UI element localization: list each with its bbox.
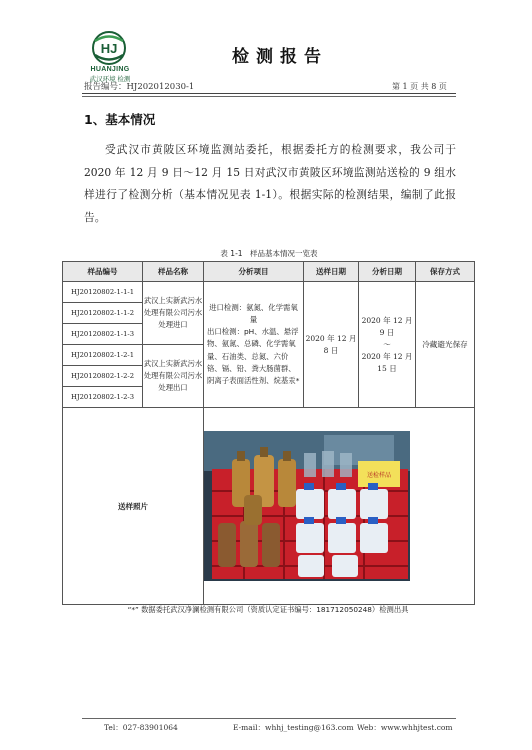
document-title: 检测报告 xyxy=(232,47,328,67)
sample-code-cell: HJ20120802-1-2-2 xyxy=(63,366,143,387)
logo-brand-text: HUANJING xyxy=(90,66,130,73)
analysis-inlet-text: 进口检测：氨氮、化学需氧量 xyxy=(209,302,298,324)
footnote: “*” 数据委托武汉净澜检测有限公司（资质认定证书编号：181712050248）检测出具 xyxy=(127,605,409,614)
page-indicator: 第 1 页 共 8 页 xyxy=(392,82,447,91)
sample-name-inlet: 武汉上实新武污水处理有限公司污水处理进口 xyxy=(143,282,204,345)
header-divider-thin xyxy=(82,96,456,97)
table-row xyxy=(63,282,475,303)
col-header-send-date: 送样日期 xyxy=(304,262,359,282)
col-header-sample-code: 样品编号 xyxy=(63,262,143,282)
sample-bottles-image xyxy=(204,431,410,581)
report-number-value: HJ202012030-1 xyxy=(126,82,195,92)
sample-code-cell: HJ20120802-1-2-1 xyxy=(63,345,143,366)
report-number xyxy=(84,80,194,92)
photo-label: 送样照片 xyxy=(63,408,204,605)
analysis-date-end: 2020 年 12 月 15 日 xyxy=(361,351,413,373)
logo-subtitle: 武汉环境 检测 xyxy=(89,76,131,83)
col-header-analysis-items: 分析项目 xyxy=(204,262,304,282)
table-header-row xyxy=(63,262,475,282)
send-date-cell: 2020 年 12 月 8 日 xyxy=(304,282,359,408)
logo-mark-text: HJ xyxy=(100,41,118,56)
sample-code-cell: HJ20120802-1-1-3 xyxy=(63,324,143,345)
intro-paragraph: 受武汉市黄陂区环境监测站委托，根据委托方的检测要求，我公司于 2020 年 12 月 9 日～12 月 15 日对武汉市黄陂区环境监测站送检的 9 组水样进行了检测分析（基本情况见表 1-1）。根据实际的检测结果，编制了此报告。 xyxy=(84,143,456,224)
sample-name-outlet: 武汉上实新武污水处理有限公司污水处理出口 xyxy=(143,345,204,408)
storage-cell: 冷藏避光保存 xyxy=(416,282,475,408)
report-number-label: 报告编号： xyxy=(84,82,127,92)
col-header-storage: 保存方式 xyxy=(416,262,475,282)
analysis-date-start: 2020 年 12 月 9 日 xyxy=(361,315,413,337)
footer-divider xyxy=(82,718,456,719)
analysis-date-cell xyxy=(359,282,416,408)
photo-sign-text: 送检样品 xyxy=(366,472,392,479)
sample-code-cell: HJ20120802-1-1-1 xyxy=(63,282,143,303)
footer-email: E-mail：whhj_testing@163.com xyxy=(233,723,354,732)
table-caption: 表 1-1 样品基本情况一览表 xyxy=(220,249,318,258)
footer-phone: Tel：027-83901064 xyxy=(104,723,178,732)
section-heading: 1、基本情况 xyxy=(84,112,156,127)
analysis-date-separator: ～ xyxy=(383,339,391,349)
sample-code-cell: HJ20120802-1-1-2 xyxy=(63,303,143,324)
analysis-items-cell xyxy=(204,282,304,408)
header-divider-thick xyxy=(82,93,456,94)
sample-photo xyxy=(204,431,410,581)
col-header-sample-name: 样品名称 xyxy=(143,262,204,282)
col-header-analysis-date: 分析日期 xyxy=(359,262,416,282)
sample-code-cell: HJ20120802-1-2-3 xyxy=(63,387,143,408)
footer-website: Web：www.whhjtest.com xyxy=(357,723,453,732)
analysis-outlet-text: 出口检测：pH、水温、悬浮物、氨氮、总磷、化学需氧量、石油类、总氮、六价铬、镉、铅、粪大肠菌群、阴离子表面活性剂、烷基汞* xyxy=(207,327,300,385)
